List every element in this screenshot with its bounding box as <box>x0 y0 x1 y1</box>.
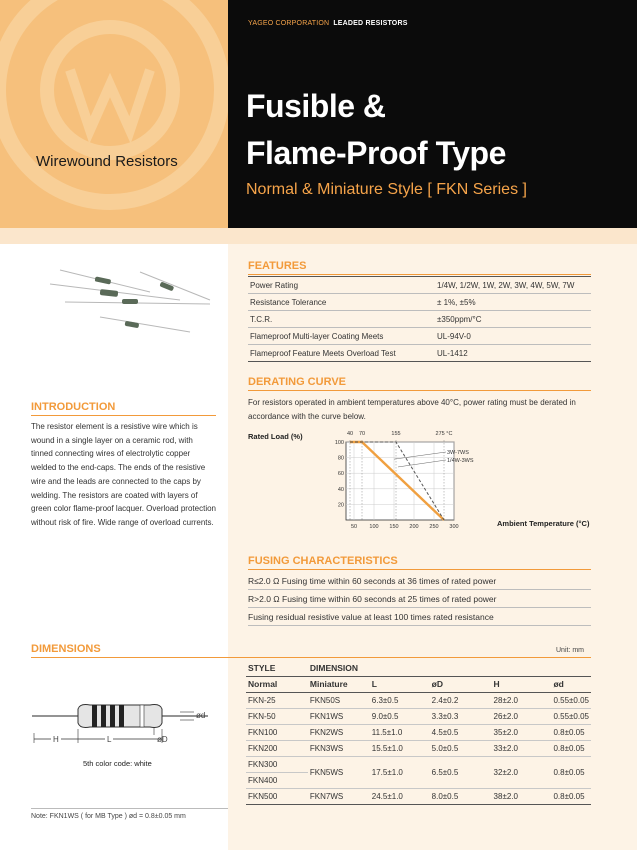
table-row <box>248 277 591 294</box>
y-tick-label: 100 <box>334 440 344 446</box>
cell-normal: FKN100 <box>246 724 308 740</box>
company-name: YAGEO CORPORATION <box>248 20 330 27</box>
cell-l: 11.5±1.0 <box>370 724 430 740</box>
feature-label: Resistance Tolerance <box>248 294 431 311</box>
cell-h: 38±2.0 <box>492 788 552 804</box>
x-tick-label: 150 <box>389 524 399 530</box>
cell-normal: FKN-50 <box>246 708 308 724</box>
cell-h: 33±2.0 <box>492 740 552 756</box>
header-style: STYLE <box>246 660 308 676</box>
resistor-photo <box>40 262 220 337</box>
derating-ylabel: Rated Load (%) <box>248 432 303 441</box>
dimensions-note: Note: FKN1WS ( for MB Type ) ød = 0.8±0.05 mm <box>31 813 186 820</box>
derating-xlabel: Ambient Temperature (°C) <box>497 519 590 528</box>
feature-value: 1/4W, 1/2W, 1W, 2W, 3W, 4W, 5W, 7W <box>431 277 591 294</box>
fusing-row: R≤2.0 Ω Fusing time within 60 seconds at 36 times of rated power <box>248 573 591 590</box>
dim-label-h: H <box>53 735 59 744</box>
cell-l: 17.5±1.0 <box>370 756 430 788</box>
cell-normal: FKN300 <box>246 756 308 772</box>
features-rule <box>248 274 591 275</box>
cell-od-large: 5.0±0.5 <box>430 740 492 756</box>
cell-miniature: FKN5WS <box>308 756 370 788</box>
cell-normal: FKN500 <box>246 788 308 804</box>
fusing-row: R>2.0 Ω Fusing time within 60 seconds at 25 times of rated power <box>248 591 591 608</box>
table-header-row <box>246 660 591 676</box>
cell-od-large: 3.3±0.3 <box>430 708 492 724</box>
dim-label-od-large: øD <box>157 735 168 744</box>
features-table <box>248 276 591 362</box>
color-code-note: 5th color code: white <box>83 759 152 768</box>
note-rule <box>31 808 228 809</box>
table-row <box>246 788 591 804</box>
cell-miniature: FKN7WS <box>308 788 370 804</box>
dimension-drawing <box>30 695 220 755</box>
dimensions-title: DIMENSIONS <box>31 643 101 655</box>
category-name: LEADED RESISTORS <box>333 20 408 27</box>
table-row <box>246 756 591 772</box>
watermark-w-icon <box>0 0 228 228</box>
top-tick-label: 155 <box>391 431 401 437</box>
header-l: L <box>370 676 430 692</box>
derating-text: For resistors operated in ambient temperatures above 40°C, power rating must be derated in accordance with the curve below. <box>248 398 576 421</box>
cell-h: 32±2.0 <box>492 756 552 788</box>
header-od-large: øD <box>430 676 492 692</box>
y-tick-label: 80 <box>337 455 344 462</box>
page-subtitle: Normal & Miniature Style [ FKN Series ] <box>246 181 527 198</box>
table-row <box>246 692 591 708</box>
introduction-text: The resistor element is a resistive wire which is wound in a single layer on a ceramic rod, with tinned connecting wires of electrolytic copper welded to the end-caps. The ends of the resistive wire and the leads are connected to the caps by welding. The resistors are coated with layers of green color flame-proof lacquer. Overload protection without risk of fire. Wide range of overload currents. <box>31 422 216 527</box>
dimensions-rule <box>31 657 591 658</box>
feature-label: Flameproof Feature Meets Overload Test <box>248 345 431 362</box>
cell-od-small: 0.8±0.05 <box>551 724 591 740</box>
cell-h: 35±2.0 <box>492 724 552 740</box>
header-band <box>0 228 637 244</box>
cell-od-small: 0.8±0.05 <box>551 740 591 756</box>
product-family: Wirewound Resistors <box>36 153 178 170</box>
cell-od-large: 8.0±0.5 <box>430 788 492 804</box>
feature-label: T.C.R. <box>248 311 431 328</box>
cell-od-small: 0.55±0.05 <box>551 708 591 724</box>
feature-label: Power Rating <box>248 277 431 294</box>
fusing-title: FUSING CHARACTERISTICS <box>248 555 398 567</box>
cell-miniature: FKN1WS <box>308 708 370 724</box>
feature-value: ±350ppm/°C <box>431 311 591 328</box>
y-tick-label: 20 <box>337 502 344 509</box>
table-row <box>246 724 591 740</box>
cell-od-large: 6.5±0.5 <box>430 756 492 788</box>
top-tick-label: 275 °C <box>435 431 453 437</box>
cell-l: 9.0±0.5 <box>370 708 430 724</box>
feature-value: ± 1%, ±5% <box>431 294 591 311</box>
x-tick-label: 100 <box>369 524 379 530</box>
cell-miniature: FKN2WS <box>308 724 370 740</box>
series-label: 1/4W-3WS <box>447 458 474 464</box>
features-title: FEATURES <box>248 260 307 272</box>
cell-od-small: 0.55±0.05 <box>551 692 591 708</box>
table-row <box>248 311 591 328</box>
dimensions-table <box>246 660 591 805</box>
series-label: 3W-7WS <box>447 450 469 456</box>
header-od-small: ød <box>551 676 591 692</box>
y-tick-label: 60 <box>337 471 344 478</box>
table-row <box>246 708 591 724</box>
page-title-line1: Fusible & <box>246 88 386 124</box>
feature-value: UL-94V-0 <box>431 328 591 345</box>
unit-label: Unit: mm <box>556 647 584 654</box>
cell-od-large: 2.4±0.2 <box>430 692 492 708</box>
fusing-rule <box>248 569 591 570</box>
cell-od-small: 0.8±0.05 <box>551 788 591 804</box>
table-header-row <box>246 676 591 692</box>
cell-l: 24.5±1.0 <box>370 788 430 804</box>
cell-h: 26±2.0 <box>492 708 552 724</box>
header-orange-panel <box>0 0 228 228</box>
x-tick-label: 250 <box>429 524 439 530</box>
cell-l: 6.3±0.5 <box>370 692 430 708</box>
top-tick-label: 70 <box>358 431 366 437</box>
page-title-line2: Flame-Proof Type <box>246 135 506 171</box>
introduction-rule <box>31 415 216 416</box>
cell-normal: FKN200 <box>246 740 308 756</box>
cell-od-small: 0.8±0.05 <box>551 756 591 788</box>
plot-area <box>346 442 454 520</box>
cell-od-large: 4.5±0.5 <box>430 724 492 740</box>
cell-normal: FKN400 <box>246 772 308 788</box>
feature-value: UL-1412 <box>431 345 591 362</box>
cell-h: 28±2.0 <box>492 692 552 708</box>
feature-label: Flameproof Multi-layer Coating Meets <box>248 328 431 345</box>
x-tick-label: 50 <box>350 524 358 530</box>
dim-label-l: L <box>107 735 112 744</box>
header-h: H <box>492 676 552 692</box>
company-line <box>248 20 408 27</box>
table-row <box>248 294 591 311</box>
top-tick-label: 40 <box>346 431 354 437</box>
derating-title: DERATING CURVE <box>248 376 346 388</box>
header-normal: Normal <box>246 676 308 692</box>
table-row <box>248 345 591 362</box>
dim-label-od-small: ød <box>196 711 206 720</box>
x-tick-label: 200 <box>409 524 419 530</box>
introduction-title: INTRODUCTION <box>31 401 116 413</box>
table-row <box>248 328 591 345</box>
cell-miniature: FKN50S <box>308 692 370 708</box>
derating-chart <box>330 426 474 530</box>
x-tick-label: 300 <box>449 524 459 530</box>
cell-miniature: FKN3WS <box>308 740 370 756</box>
header-dimension: DIMENSION <box>308 660 591 676</box>
cell-l: 15.5±1.0 <box>370 740 430 756</box>
derating-rule <box>248 390 591 391</box>
header-miniature: Miniature <box>308 676 370 692</box>
cell-normal: FKN-25 <box>246 692 308 708</box>
y-tick-label: 40 <box>337 486 344 493</box>
table-row <box>246 740 591 756</box>
fusing-row: Fusing residual resistive value at least 100 times rated resistance <box>248 609 591 626</box>
